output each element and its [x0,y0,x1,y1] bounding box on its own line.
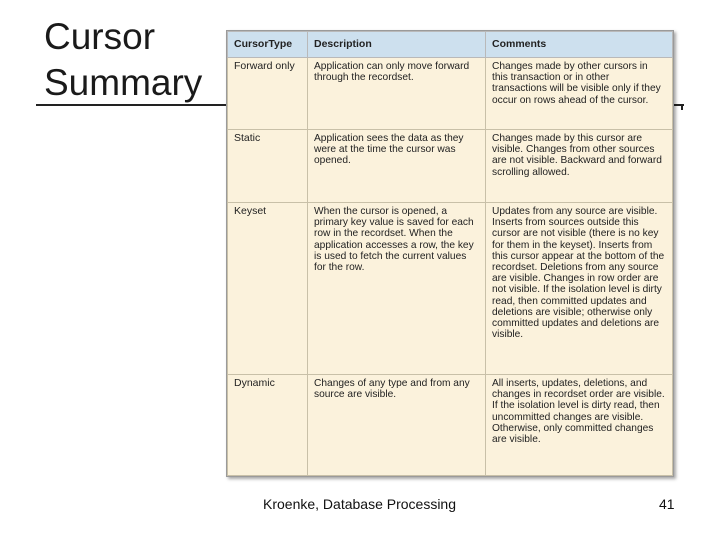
table-row [228,58,673,130]
footer-source: Kroenke, Database Processing [263,496,456,512]
cell-comments: Updates from any source are visible. Inserts from sources outside this cursor are not visible (there is no key for them in the keyset). Inserts from this cursor appear at the bottom of the recordset. Deletions from any source are visible. Changes in row order are not visible. If the isolation level is dirty read, then committed updates and deletions are visible; otherwise only committed updates and deletions are visible. [486,203,673,375]
cell-type: Dynamic [228,375,308,476]
cell-type: Forward only [228,58,308,130]
header-description: Description [308,32,486,58]
cell-description: When the cursor is opened, a primary key value is saved for each row in the recordset. When the application accesses a row, the key is used to fetch the current values for the row. [308,203,486,375]
page-number: 41 [659,496,675,512]
table-row [228,203,673,375]
slide-title [44,14,202,106]
table-row [228,130,673,203]
header-comments: Comments [486,32,673,58]
cursor-table [227,31,673,476]
table-row [228,375,673,476]
cursor-summary-table [226,30,674,477]
cell-comments: Changes made by this cursor are visible. Changes from other sources are not visible. Backward and forward scrolling allowed. [486,130,673,203]
cell-description: Application can only move forward through the recordset. [308,58,486,130]
slide-title-line-2: Summary [44,62,203,103]
cell-description: Changes of any type and from any source are visible. [308,375,486,476]
table-header-row [228,32,673,58]
cell-type: Keyset [228,203,308,375]
cell-type: Static [228,130,308,203]
cell-description: Application sees the data as they were at the time the cursor was opened. [308,130,486,203]
cell-comments: Changes made by other cursors in this transaction or in other transactions will be visible only if they occur on rows ahead of the cursor. [486,58,673,130]
title-divider-tick [681,104,683,110]
cell-comments: All inserts, updates, deletions, and changes in recordset order are visible. If the isolation level is dirty read, then uncommitted changes are visible. Otherwise, only committed changes are visible. [486,375,673,476]
header-cursor-type: CursorType [228,32,308,58]
slide-title-line-1: Cursor [44,16,156,57]
